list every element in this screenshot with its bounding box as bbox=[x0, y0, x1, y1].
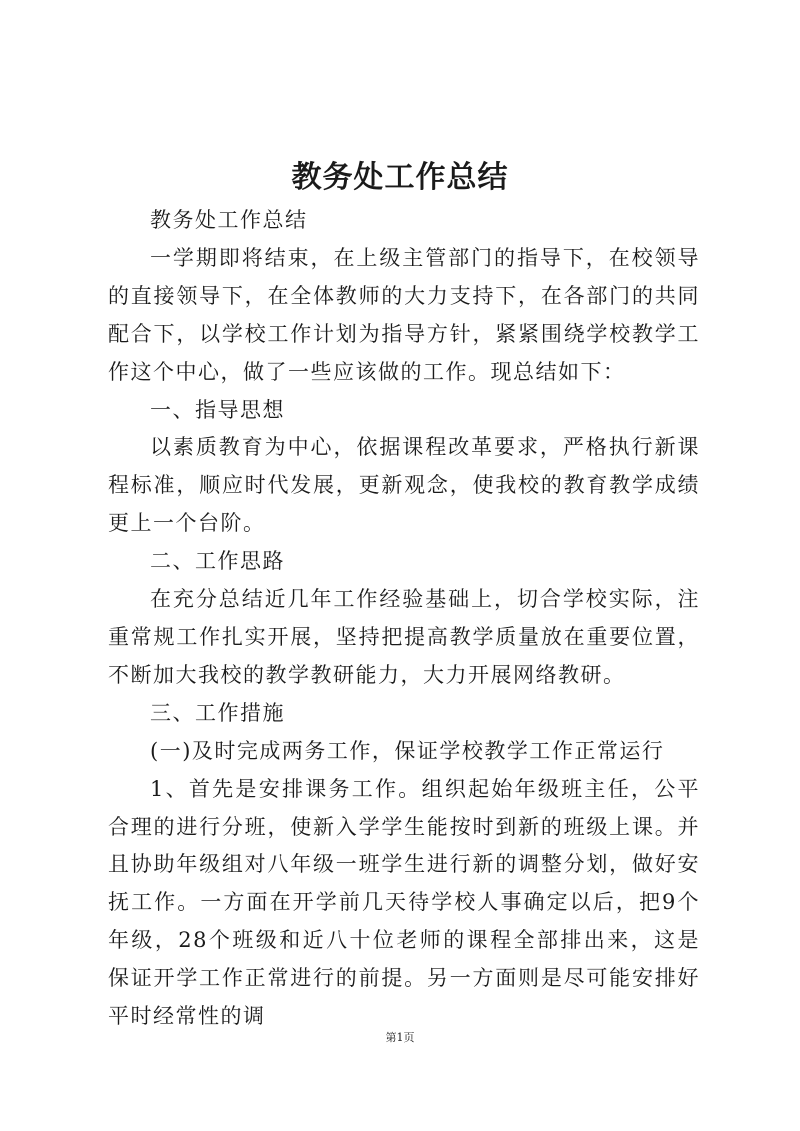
paragraph-guiding-thought: 以素质教育为中心，依据课程改革要求，严格执行新课程标准，顺应时代发展，更新观念，使我校的教育教学成绩更上一个台阶。 bbox=[108, 435, 700, 536]
page-number: 第1页 bbox=[385, 1031, 415, 1044]
heading-work-approach: 二、工作思路 bbox=[150, 549, 285, 574]
subheading-measure-1: (一)及时完成两务工作，保证学校教学工作正常运行 bbox=[150, 738, 665, 763]
paragraph-intro: 一学期即将结束，在上级主管部门的指导下，在校领导的直接领导下，在全体教师的大力支持下，在各部门的共同配合下，以学校工作计划为指导方针，紧紧围绕学校教学工作这个中心，做了一些应该做的工作。现总结如下： bbox=[108, 245, 700, 384]
document-title: 教务处工作总结 bbox=[291, 160, 509, 195]
heading-work-measures: 三、工作措施 bbox=[150, 700, 285, 725]
paragraph-work-approach: 在充分总结近几年工作经验基础上，切合学校实际，注重常规工作扎实开展，坚持把提高教学质量放在重要位置，不断加大我校的教学教研能力，大力开展网络教研。 bbox=[108, 587, 700, 687]
document-body bbox=[108, 202, 700, 1036]
paragraph-measure-1-detail: 1、首先是安排课务工作。组织起始年级班主任，公平合理的进行分班，使新入学学生能按时到新的班级上课。并且协助年级组对八年级一班学生进行新的调整分划，做好安抚工作。一方面在开学前几天待学校人事确定以后，把9个年级，28个班级和近八十位老师的课程全部排出来，这是保证开学工作正常进行的前提。另一方面则是尽可能安排好平时经常性的调 bbox=[108, 776, 700, 1029]
paragraph-subtitle: 教务处工作总结 bbox=[150, 208, 308, 232]
heading-guiding-thought: 一、指导思想 bbox=[150, 397, 285, 422]
